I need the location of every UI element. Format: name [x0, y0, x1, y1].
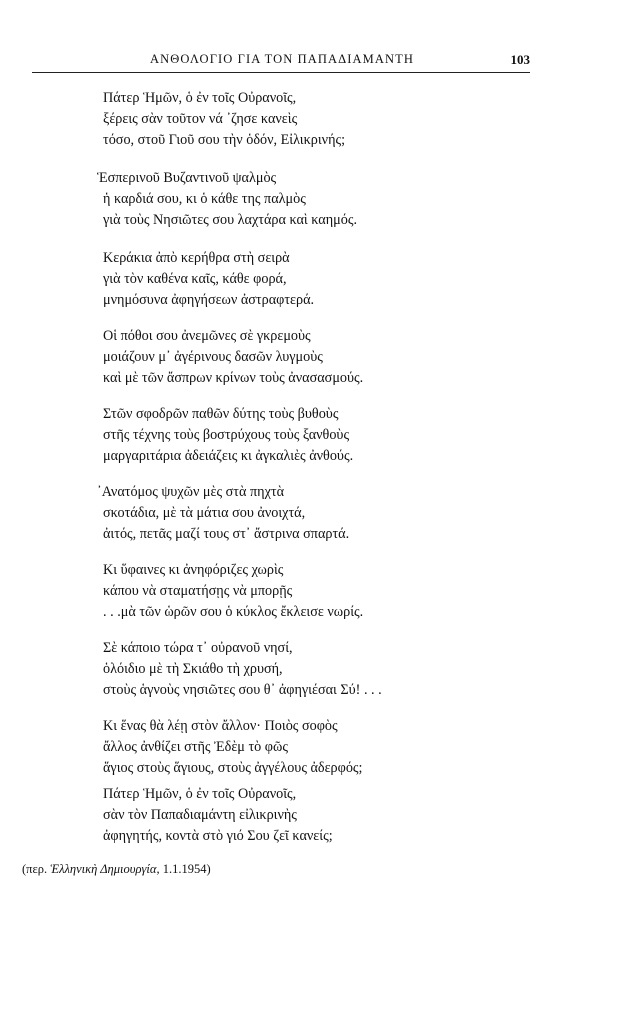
poem-line: ἀφηγητής, κοντὰ στὸ γιό Σου ζεῖ κανείς; [103, 828, 333, 844]
poem-line: σὰν τὸν Παπαδιαμάντη εἰλικρινὴς [103, 807, 297, 823]
poem-line: Κεράκια ἀπὸ κερήθρα στὴ σειρὰ [103, 250, 290, 266]
poem-line: στῆς τέχνης τοὺς βοστρύχους τοὺς ξανθοὺς [103, 427, 350, 443]
poem-line: στοὺς ἁγνοὺς νησιῶτες σου θ᾿ ἀφηγιέσαι Σύ! . . . [103, 682, 382, 698]
poem-line: τόσο, στοῦ Γιοῦ σου τὴν ὁδόν, Εἰλικρινής; [103, 132, 346, 148]
poem-line: ἄλλος ἀνθίζει στῆς Ἐδὲμ τὸ φῶς [103, 739, 288, 755]
poem-line: κάπου νὰ σταματήσῃς νὰ μπορῇς [103, 583, 293, 599]
poem-line: Κι ὕφαινες κι ἀνηφόριζες χωρὶς [103, 562, 284, 578]
poem-line: Στῶν σφοδρῶν παθῶν δύτης τοὺς βυθοὺς [103, 406, 339, 422]
poem-line: Ἑσπερινοῦ Βυζαντινοῦ ψαλμὸς [97, 170, 277, 186]
running-header [32, 52, 530, 72]
poem-line: ξέρεις σὰν τοῦτον νά ᾿ζησε κανεὶς [103, 111, 298, 127]
poem-line: μνημόσυνα ἀφηγήσεων ἀστραφτερά. [103, 292, 315, 308]
poem-line: . . .μὰ τῶν ὡρῶν σου ὁ κύκλος ἔκλεισε νωρίς. [103, 604, 364, 620]
journal-name: Ἑλληνικὴ Δημιουργία, [50, 862, 160, 876]
poem-line: ἡ καρδιά σου, κι ὁ κάθε της παλμὸς [103, 191, 306, 207]
poem-line: γιὰ τοὺς Νησιῶτες σου λαχτάρα καὶ καημός. [103, 212, 358, 228]
poem-line: Κι ἕνας θὰ λέῃ στὸν ἄλλον· Ποιὸς σοφὸς [103, 718, 338, 734]
citation-date: 1.1.1954) [159, 862, 211, 876]
poem-line: καὶ μὲ τῶν ἄσπρων κρίνων τοὺς ἀνασασμούς. [103, 370, 364, 386]
poem-line: ἀιτός, πετᾶς μαζί τους στ᾿ ἄστρινα σπαρτά. [103, 526, 350, 542]
poem-line: γιὰ τὸν καθένα καῖς, κάθε φορά, [103, 271, 287, 287]
poem-line: Σὲ κάποιο τώρα τ᾿ οὐρανοῦ νησί, [103, 640, 293, 656]
poem-line: Πάτερ Ἡμῶν, ὁ ἐν τοῖς Οὐρανοῖς, [103, 90, 297, 106]
poem-line: ᾿Ανατόμος ψυχῶν μὲς στὰ πηχτὰ [97, 484, 284, 500]
poem-line: Οἱ πόθοι σου ἀνεμῶνες σὲ γκρεμοὺς [103, 328, 311, 344]
running-title: ΑΝΘΟΛΟΓΙΟ ΓΙΑ ΤΟΝ ΠΑΠΑΔΙΑΜΑΝΤΗ [150, 52, 415, 66]
poem-line: μαργαριτάρια ἀδειάζεις κι ἀγκαλιὲς ἀνθούς. [103, 448, 354, 464]
poem-line: ὁλόιδιο μὲ τὴ Σκιάθο τὴ χρυσή, [103, 661, 283, 677]
poem-line: σκοτάδια, μὲ τὰ μάτια σου ἀνοιχτά, [103, 505, 306, 521]
poem-line: μοιάζουν μ᾿ ἀγέρινους δασῶν λυγμοὺς [103, 349, 323, 365]
poem-line: Πάτερ Ἡμῶν, ὁ ἐν τοῖς Οὐρανοῖς, [103, 786, 297, 802]
page-number: 103 [510, 52, 530, 67]
header-rule [32, 72, 530, 73]
citation-prefix: (περ. [22, 862, 51, 876]
poem-line: ἅγιος στοὺς ἅγιους, στοὺς ἀγγέλους ἀδερφός; [103, 760, 363, 776]
source-citation [22, 862, 211, 877]
